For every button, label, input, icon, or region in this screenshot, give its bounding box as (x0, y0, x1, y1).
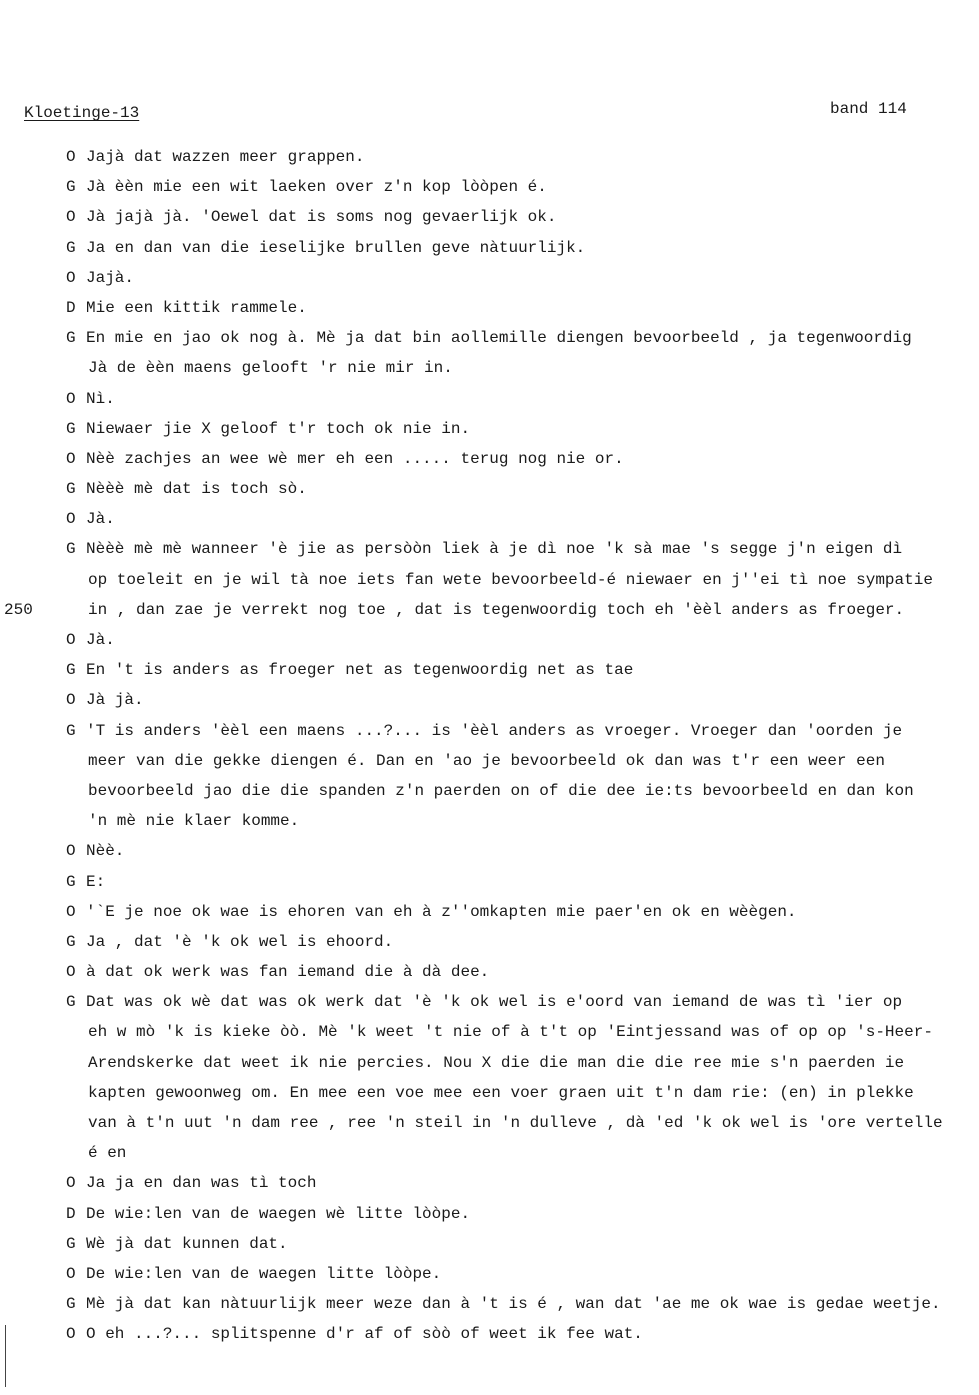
transcript-line (0, 927, 979, 957)
transcript-continuation-line (0, 1138, 979, 1168)
transcript-lines (0, 142, 979, 1350)
transcript-line (0, 293, 979, 323)
utterance-text: Dat was ok wè dat was ok werk dat 'è 'k ok wel is e'oord van iemand de was tì 'ier op (86, 993, 903, 1012)
utterance-text: Jà èèn mie een wit laeken over z'n kop lòòpen é. (86, 178, 547, 197)
speaker-code: G (66, 721, 76, 740)
utterance-text: En mie en jao ok nog à. Mè ja dat bin aollemille diengen bevoorbeeld , ja tegenwoordig (86, 329, 912, 348)
transcript-continuation-line (0, 353, 979, 383)
speaker-code: O (66, 1264, 76, 1283)
transcript-continuation-line (0, 776, 979, 806)
utterance-text: '`E je noe ok wae is ehoren van eh à z''omkapten mie paer'en ok en wèègen. (86, 902, 797, 921)
transcript-line (0, 1259, 979, 1289)
utterance-text: bevoorbeeld jao die die spanden z'n paerden on of die dee ie:ts bevoorbeeld en dan kon (88, 781, 914, 800)
utterance-text: 'n mè nie klaer komme. (88, 812, 300, 831)
speaker-code: D (66, 1204, 76, 1223)
line-number: 250 (4, 600, 33, 619)
transcript-line (0, 444, 979, 474)
speaker-code: O (66, 631, 76, 649)
transcript-continuation-line (0, 1017, 979, 1047)
utterance-text: Jajà. (86, 268, 135, 287)
transcript-continuation-line (0, 565, 979, 595)
transcript-line (0, 685, 979, 715)
utterance-text: Nèèè mè mè wanneer 'è jie as persòòn liek à je dì noe 'k sà mae 's segge j'n eigen dì (86, 540, 903, 559)
transcript-line (0, 142, 979, 172)
transcript-line (0, 384, 979, 414)
utterance-text: van à t'n uut 'n dam ree , ree 'n steil in 'n dulleve , dà 'ed 'k ok wel is 'ore vertelle (88, 1114, 943, 1132)
utterance-text: Jà de èèn maens gelooft 'r nie mir in. (88, 359, 453, 378)
utterance-text: Nèè. (86, 842, 125, 861)
utterance-text: Niewaer jie X geloof t'r toch ok nie in. (86, 419, 471, 438)
speaker-code: O (66, 1174, 76, 1193)
utterance-text: En 't is anders as froeger net as tegenwoordig net as tae (86, 661, 634, 680)
speaker-code: O (66, 691, 76, 710)
utterance-text: meer van die gekke diengen é. Dan en 'ao je bevoorbeeld ok dan was t'r een weer een (88, 751, 885, 770)
transcript-line (0, 233, 979, 263)
speaker-code: G (66, 238, 76, 257)
transcript-line (0, 1199, 979, 1229)
speaker-code: G (66, 329, 76, 348)
utterance-text: Ja en dan van die ieselijke brullen geve nàtuurlijk. (86, 238, 586, 257)
transcript-line (0, 867, 979, 897)
speaker-code: O (66, 389, 76, 408)
utterance-text: Jà. (86, 631, 115, 649)
speaker-code: D (66, 298, 76, 317)
transcript-line (0, 716, 979, 746)
margin-mark (5, 1325, 6, 1387)
transcript-line (0, 625, 979, 655)
utterance-text: Nèè zachjes an wee wè mer eh een ..... terug nog nie or. (86, 449, 624, 468)
speaker-code: O (66, 208, 76, 227)
utterance-text: eh w mò 'k is kieke òò. Mè 'k weet 't nie of à t't op 'Eintjessand was of op op 's-Heer- (88, 1023, 933, 1042)
utterance-text: De wie:len van de waegen litte lòòpe. (86, 1264, 442, 1283)
speaker-code: G (66, 872, 76, 891)
utterance-text: Mè jà dat kan nàtuurlijk meer weze dan à 't is é , wan dat 'ae me ok wae is gedae weetje. (86, 1295, 941, 1314)
utterance-text: à dat ok werk was fan iemand die à dà dee. (86, 963, 490, 982)
transcript-line (0, 897, 979, 927)
speaker-code: O (66, 510, 76, 529)
transcript-line (0, 836, 979, 866)
transcript-continuation-line (0, 1108, 979, 1138)
transcript-line (0, 1289, 979, 1319)
transcript-continuation-line (0, 595, 979, 625)
speaker-code: G (66, 419, 76, 438)
utterance-text: kapten gewoonweg om. En mee een voe mee een voer graen uit t'n dam rie: (en) in plekke (88, 1083, 914, 1102)
utterance-text: Wè jà dat kunnen dat. (86, 1234, 288, 1253)
speaker-code: G (66, 178, 76, 197)
tape-label: band 114 (830, 100, 907, 118)
speaker-code: O (66, 902, 76, 921)
speaker-code: G (66, 661, 76, 680)
utterance-text: De wie:len van de waegen wè litte lòòpe. (86, 1204, 471, 1223)
utterance-text: Jà jajà jà. 'Oewel dat is soms nog gevaerlijk ok. (86, 208, 557, 227)
speaker-code: O (66, 963, 76, 982)
transcript-line (0, 202, 979, 232)
utterance-text: E: (86, 872, 106, 891)
speaker-code: O (66, 148, 76, 166)
utterance-text: op toeleit en je wil tà noe iets fan wete bevoorbeeld-é niewaer en j''ei tì noe sympatie (88, 570, 933, 589)
speaker-code: G (66, 480, 76, 499)
transcript-line (0, 323, 979, 353)
speaker-code: G (66, 540, 76, 559)
utterance-text: Arendskerke dat weet ik nie percies. Nou X die die man die die ree mie s'n paerden ie (88, 1053, 905, 1072)
speaker-code: G (66, 932, 76, 951)
speaker-code: O (66, 268, 76, 287)
utterance-text: O eh ...?... splitspenne d'r af of sòò of weet ik fee wat. (86, 1325, 643, 1344)
transcript-line (0, 504, 979, 534)
speaker-code: G (66, 1234, 76, 1253)
utterance-text: Jà jà. (86, 691, 144, 710)
utterance-text: Nèèè mè dat is toch sò. (86, 480, 307, 499)
speaker-code: O (66, 842, 76, 861)
speaker-code: G (66, 993, 76, 1012)
transcript-line (0, 534, 979, 564)
utterance-text: Jajà dat wazzen meer grappen. (86, 148, 365, 166)
transcript-line (0, 987, 979, 1017)
transcript-line (0, 1229, 979, 1259)
utterance-text: in , dan zae je verrekt nog toe , dat is tegenwoordig toch eh 'èèl anders as froeger. (88, 600, 905, 619)
transcript-line (0, 414, 979, 444)
transcript-line (0, 1319, 979, 1349)
utterance-text: Ja , dat 'è 'k ok wel is ehoord. (86, 932, 394, 951)
utterance-text: Ja ja en dan was tì toch (86, 1174, 317, 1193)
speaker-code: O (66, 1325, 76, 1344)
speaker-code: G (66, 1295, 76, 1314)
transcript-line (0, 172, 979, 202)
transcript-line (0, 1168, 979, 1198)
utterance-text: Nì. (86, 389, 115, 408)
transcript-line (0, 263, 979, 293)
utterance-text: é en (88, 1144, 127, 1163)
transcript-continuation-line (0, 1048, 979, 1078)
transcript-line (0, 655, 979, 685)
speaker-code: O (66, 449, 76, 468)
transcript-continuation-line (0, 1078, 979, 1108)
utterance-text: Jà. (86, 510, 115, 529)
document-title: Kloetinge-13 (24, 104, 140, 122)
transcript-line (0, 957, 979, 987)
utterance-text: Mie een kittik rammele. (86, 298, 307, 317)
transcript-continuation-line (0, 746, 979, 776)
transcript-continuation-line (0, 806, 979, 836)
transcript-line (0, 474, 979, 504)
utterance-text: 'T is anders 'èèl een maens ...?... is 'èèl anders as vroeger. Vroeger dan 'oorden je (86, 721, 903, 740)
